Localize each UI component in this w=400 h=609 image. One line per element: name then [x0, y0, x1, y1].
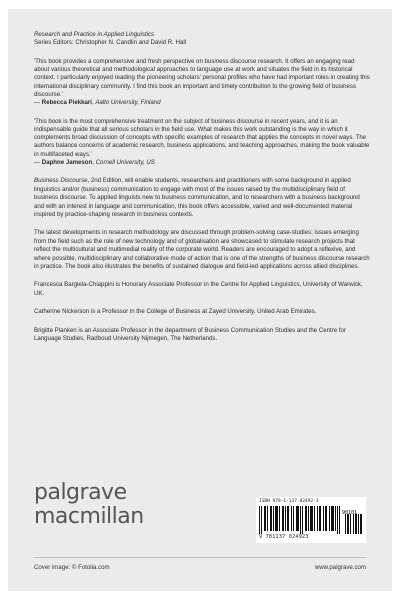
quote-attribution: — Daphne Jameson, Cornell University, US: [34, 159, 155, 167]
series-title: Research and Practice in Applied Linguistics: [34, 31, 155, 38]
author-bio-2: Catherine Nickerson is a Professor in the College of Business at Zayed University, United Arab Emirates.: [34, 308, 317, 316]
review-quote-1: [34, 58, 370, 108]
series-info: [34, 31, 370, 48]
quote-text: 'This book is the most comprehensive treatment on the subject of business discourse in recent years, and it is an indispensable guide that all serious scholars in the field use. What makes this work outstanding is the way in which it complements broad discussion of concepts with specific examples of research that applies the concepts in novel ways. The authors balance concerns of academic research, business applications, and teaching approaches, making the book valuable in multifaceted ways.': [34, 117, 370, 158]
barcode-digits: 9 781137 024923: [259, 534, 309, 540]
author-bio-3: Brigitte Planken is an Associate Professor in the department of Business Communication Studies and the Centre for Language Studies, Radboud University Nijmegen, The Netherlands.: [34, 326, 346, 343]
description-text: , 2nd Edition, will enable students, researchers and practitioners with some background in applied linguistics and/or (business) communication to engage with most of the issues raised by the multidisciplinary field of business discourse. To applied linguists new to business communication, and to researchers with a business background and with an interest in language and communication, this book offers accessible, varied and well-documented material inspired by practice-shaping research in business contexts.: [34, 177, 360, 218]
publisher-logo-line2: macmillan: [34, 504, 144, 529]
publisher-logo-line1: palgrave: [34, 480, 127, 505]
description-paragraph-2: The latest developments in research methodology are discussed through problem-solving case-studies; issues emerging from the field such as the role of new technology and of globalisation are showcased to stimulate research projects that reflect the multicultural and multimedial reality of the corporate world. Readers are encouraged to adopt a reflexive, and where possible, multidisciplinary and collaborative mode of action that is one of the strengths of business discourse research in practice. The book also illustrates the benefits of sustained dialogue and field-led applications across allied disciplines.: [34, 229, 370, 271]
description-paragraph-1: [34, 177, 370, 219]
publisher-logo: [34, 481, 144, 529]
quote-text: 'This book provides a comprehensive and fresh perspective on business discourse research. It offers an engaging read about various theoretical and methodological approaches to language use at work and situates the field in its historical context. I particularly enjoyed reading the pioneering scholars' personal profiles who have had important roles in creating this international disciplinary community. I find this book an important and timely contribution to the growing field of business discourse.': [34, 57, 370, 98]
quote-author: Daphne Jameson: [41, 159, 93, 167]
quote-affiliation: Aalto University, Finland: [95, 99, 161, 107]
review-quote-2: [34, 118, 370, 168]
series-editors: Series Editors: Christopher N. Candlin and David R. Hall: [34, 39, 187, 47]
book-title: Business Discourse: [34, 177, 88, 185]
quote-attribution: — Rebecca Piekkari, Aalto University, Finland: [34, 99, 161, 107]
isbn-barcode: [256, 497, 366, 543]
quote-affiliation: Cornell University, US: [95, 159, 155, 167]
footer-divider: [34, 557, 366, 558]
price-code: 90101: [342, 510, 358, 516]
back-cover: [8, 9, 392, 591]
publisher-website[interactable]: www.palgrave.com: [314, 564, 366, 571]
author-bio-1: Francesca Bargiela-Chiappini is Honorary Associate Professor in the Centre for Applied Linguistics, University of Warwick, UK.: [34, 281, 363, 297]
back-cover-text: [34, 31, 370, 343]
cover-image-credit: Cover image: © Fotolia.com: [34, 564, 110, 571]
quote-author: Rebecca Piekkari: [41, 99, 92, 107]
isbn-number: ISBN 978-1-137-02492-3: [259, 499, 319, 504]
